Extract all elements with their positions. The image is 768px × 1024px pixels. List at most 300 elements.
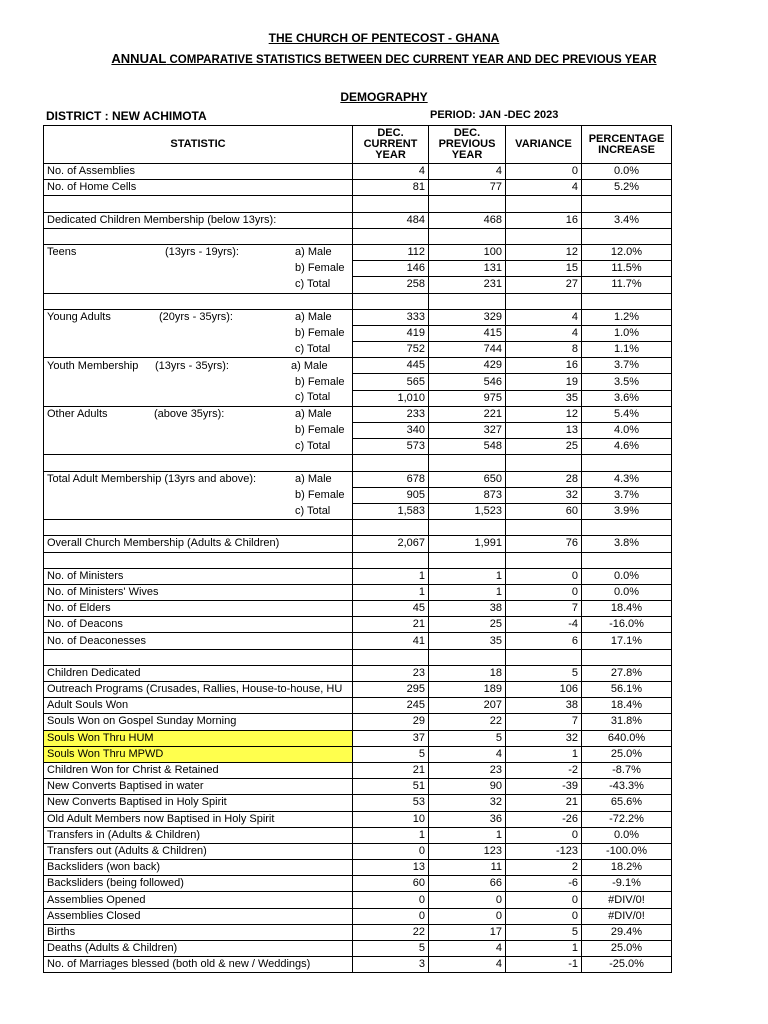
statistic-cell (44, 682, 353, 698)
current-year-cell: 1 (353, 568, 429, 584)
variance-cell: -1 (506, 957, 582, 973)
statistic-cell (44, 342, 353, 358)
sub-category-label: a) Male (295, 311, 332, 324)
table-row (44, 665, 672, 681)
percentage-cell: 0.0% (582, 827, 672, 843)
previous-year-cell: 1,991 (429, 536, 506, 552)
previous-year-cell: 1 (429, 584, 506, 600)
variance-cell: -123 (506, 843, 582, 859)
previous-year-cell: 546 (429, 374, 506, 390)
current-year-cell: 1 (353, 584, 429, 600)
previous-year-cell: 38 (429, 601, 506, 617)
age-range-label: (13yrs - 19yrs): (165, 246, 239, 259)
spacer-cell (582, 455, 672, 471)
percentage-cell: 3.7% (582, 358, 672, 374)
table-spacer-row (44, 520, 672, 536)
previous-year-cell: 5 (429, 730, 506, 746)
table-row (44, 714, 672, 730)
statistic-cell (44, 536, 353, 552)
variance-cell: 12 (506, 244, 582, 260)
variance-cell: 21 (506, 795, 582, 811)
table-row (44, 682, 672, 698)
current-year-cell: 1,583 (353, 503, 429, 519)
current-year-cell: 5 (353, 941, 429, 957)
previous-year-cell: 25 (429, 617, 506, 633)
previous-year-cell: 189 (429, 682, 506, 698)
table-row (44, 471, 672, 487)
variance-cell: 15 (506, 261, 582, 277)
percentage-cell: 18.4% (582, 698, 672, 714)
percentage-cell: 3.8% (582, 536, 672, 552)
percentage-cell: #DIV/0! (582, 892, 672, 908)
spacer-cell (44, 196, 353, 212)
current-year-cell: 29 (353, 714, 429, 730)
percentage-cell: -43.3% (582, 779, 672, 795)
statistic-cell (44, 746, 353, 762)
statistic-cell (44, 423, 353, 439)
percentage-cell: 18.2% (582, 860, 672, 876)
percentage-cell: 0.0% (582, 164, 672, 180)
table-row (44, 180, 672, 196)
percentage-cell: 3.5% (582, 374, 672, 390)
spacer-cell (429, 649, 506, 665)
table-row (44, 277, 672, 293)
percentage-cell: 4.0% (582, 423, 672, 439)
percentage-cell: -25.0% (582, 957, 672, 973)
statistic-cell (44, 762, 353, 778)
percentage-cell: 31.8% (582, 714, 672, 730)
spacer-cell (582, 520, 672, 536)
sub-category-label: c) Total (295, 504, 331, 517)
variance-cell: 5 (506, 924, 582, 940)
percentage-cell: 640.0% (582, 730, 672, 746)
table-row (44, 164, 672, 180)
statistic-label: No. of Assemblies (47, 165, 136, 178)
statistic-cell (44, 358, 353, 374)
statistic-label: Backsliders (being followed) (47, 877, 184, 890)
spacer-cell (353, 293, 429, 309)
current-year-cell: 233 (353, 406, 429, 422)
table-row (44, 795, 672, 811)
percentage-cell: 4.3% (582, 471, 672, 487)
statistic-cell (44, 244, 353, 260)
statistic-cell (44, 714, 353, 730)
percentage-cell: 11.7% (582, 277, 672, 293)
sub-category-label: b) Female (295, 375, 345, 388)
previous-year-cell: 4 (429, 746, 506, 762)
variance-cell: 76 (506, 536, 582, 552)
statistic-label: No. of Elders (47, 602, 111, 615)
current-year-cell: 10 (353, 811, 429, 827)
spacer-cell (44, 228, 353, 244)
statistic-cell (44, 957, 353, 973)
statistic-cell (44, 503, 353, 519)
sub-category-label: a) Male (291, 359, 328, 372)
previous-year-cell: 744 (429, 342, 506, 358)
sub-category-label: b) Female (295, 262, 345, 275)
table-row (44, 843, 672, 859)
variance-cell: 0 (506, 584, 582, 600)
table-row (44, 601, 672, 617)
statistic-label: No. of Deaconesses (47, 634, 147, 647)
table-row (44, 584, 672, 600)
variance-cell: 12 (506, 406, 582, 422)
spacer-cell (429, 520, 506, 536)
statistic-cell (44, 601, 353, 617)
table-spacer-row (44, 196, 672, 212)
statistic-cell (44, 665, 353, 681)
statistic-cell (44, 309, 353, 325)
variance-cell: 1 (506, 746, 582, 762)
statistic-cell (44, 827, 353, 843)
percentage-cell: 25.0% (582, 941, 672, 957)
statistic-label: No. of Marriages blessed (both old & new / Weddings) (47, 958, 311, 971)
statistic-cell (44, 212, 353, 228)
header-previous-year: DEC. PREVIOUS YEAR (429, 126, 506, 164)
percentage-cell: 56.1% (582, 682, 672, 698)
table-spacer-row (44, 455, 672, 471)
sub-category-label: b) Female (295, 424, 345, 437)
spacer-cell (353, 196, 429, 212)
variance-cell: 4 (506, 325, 582, 341)
spacer-cell (44, 649, 353, 665)
spacer-cell (582, 552, 672, 568)
sub-category-label: a) Male (295, 246, 332, 259)
percentage-cell: -9.1% (582, 876, 672, 892)
percentage-cell: 4.6% (582, 439, 672, 455)
percentage-cell: 17.1% (582, 633, 672, 649)
previous-year-cell: 66 (429, 876, 506, 892)
previous-year-cell: 1 (429, 827, 506, 843)
table-row (44, 487, 672, 503)
spacer-cell (353, 520, 429, 536)
spacer-cell (506, 520, 582, 536)
previous-year-cell: 548 (429, 439, 506, 455)
percentage-cell: -8.7% (582, 762, 672, 778)
current-year-cell: 13 (353, 860, 429, 876)
statistic-label: Transfers out (Adults & Children) (47, 844, 207, 857)
spacer-cell (44, 520, 353, 536)
spacer-cell (353, 228, 429, 244)
variance-cell: 27 (506, 277, 582, 293)
table-row (44, 876, 672, 892)
current-year-cell: 445 (353, 358, 429, 374)
statistic-label: Deaths (Adults & Children) (47, 942, 178, 955)
percentage-cell: 0.0% (582, 568, 672, 584)
statistic-label: Souls Won Thru HUM (47, 731, 154, 744)
percentage-cell: 1.2% (582, 309, 672, 325)
statistic-cell (44, 568, 353, 584)
previous-year-cell: 329 (429, 309, 506, 325)
percentage-cell: 3.9% (582, 503, 672, 519)
statistic-cell (44, 811, 353, 827)
statistic-cell (44, 941, 353, 957)
statistic-cell (44, 892, 353, 908)
table-row (44, 568, 672, 584)
statistic-label: No. of Deacons (47, 618, 123, 631)
current-year-cell: 37 (353, 730, 429, 746)
statistic-cell (44, 779, 353, 795)
statistic-label: Old Adult Members now Baptised in Holy Spirit (47, 812, 275, 825)
percentage-cell: 12.0% (582, 244, 672, 260)
statistic-cell (44, 471, 353, 487)
table-row (44, 374, 672, 390)
percentage-cell: 25.0% (582, 746, 672, 762)
statistic-cell (44, 325, 353, 341)
statistic-cell (44, 876, 353, 892)
variance-cell: 28 (506, 471, 582, 487)
current-year-cell: 0 (353, 892, 429, 908)
percentage-cell: 0.0% (582, 584, 672, 600)
variance-cell: 1 (506, 941, 582, 957)
previous-year-cell: 4 (429, 941, 506, 957)
variance-cell: 13 (506, 423, 582, 439)
previous-year-cell: 100 (429, 244, 506, 260)
statistic-cell (44, 487, 353, 503)
spacer-cell (582, 649, 672, 665)
sub-category-label: c) Total (295, 391, 331, 404)
current-year-cell: 112 (353, 244, 429, 260)
current-year-cell: 53 (353, 795, 429, 811)
previous-year-cell: 873 (429, 487, 506, 503)
variance-cell: -2 (506, 762, 582, 778)
statistic-label: No. of Home Cells (47, 181, 137, 194)
current-year-cell: 333 (353, 309, 429, 325)
table-row (44, 941, 672, 957)
previous-year-cell: 975 (429, 390, 506, 406)
statistic-label: Other Adults (47, 408, 108, 421)
statistic-cell (44, 374, 353, 390)
current-year-cell: 2,067 (353, 536, 429, 552)
statistic-cell (44, 843, 353, 859)
variance-cell: 16 (506, 358, 582, 374)
table-row (44, 617, 672, 633)
previous-year-cell: 123 (429, 843, 506, 859)
spacer-cell (429, 228, 506, 244)
variance-cell: 16 (506, 212, 582, 228)
header-percentage-increase: PERCENTAGE INCREASE (582, 126, 672, 164)
spacer-cell (429, 552, 506, 568)
statistic-label: Transfers in (Adults & Children) (47, 828, 201, 841)
statistic-label: New Converts Baptised in Holy Spirit (47, 796, 227, 809)
table-row (44, 212, 672, 228)
current-year-cell: 81 (353, 180, 429, 196)
current-year-cell: 146 (353, 261, 429, 277)
spacer-cell (506, 293, 582, 309)
spacer-cell (506, 196, 582, 212)
percentage-cell: 5.2% (582, 180, 672, 196)
variance-cell: -4 (506, 617, 582, 633)
current-year-cell: 22 (353, 924, 429, 940)
previous-year-cell: 327 (429, 423, 506, 439)
current-year-cell: 905 (353, 487, 429, 503)
table-row (44, 309, 672, 325)
statistic-cell (44, 164, 353, 180)
table-row (44, 439, 672, 455)
percentage-cell: 3.7% (582, 487, 672, 503)
previous-year-cell: 0 (429, 908, 506, 924)
previous-year-cell: 231 (429, 277, 506, 293)
previous-year-cell: 32 (429, 795, 506, 811)
table-row (44, 325, 672, 341)
spacer-cell (582, 228, 672, 244)
percentage-cell: -72.2% (582, 811, 672, 827)
current-year-cell: 51 (353, 779, 429, 795)
table-row (44, 924, 672, 940)
statistic-label: Assemblies Opened (47, 893, 146, 906)
table-row (44, 358, 672, 374)
percentage-cell: 1.0% (582, 325, 672, 341)
current-year-cell: 573 (353, 439, 429, 455)
variance-cell: 5 (506, 665, 582, 681)
period-label: PERIOD: JAN -DEC 2023 (430, 109, 559, 121)
variance-cell: 4 (506, 309, 582, 325)
sub-category-label: b) Female (295, 326, 345, 339)
subtitle-lead: ANNUAL (111, 51, 167, 66)
previous-year-cell: 429 (429, 358, 506, 374)
statistic-cell (44, 698, 353, 714)
current-year-cell: 340 (353, 423, 429, 439)
percentage-cell: -16.0% (582, 617, 672, 633)
table-row (44, 390, 672, 406)
current-year-cell: 1 (353, 827, 429, 843)
current-year-cell: 21 (353, 762, 429, 778)
document-subtitle (0, 51, 768, 66)
statistic-cell (44, 180, 353, 196)
percentage-cell: -100.0% (582, 843, 672, 859)
variance-cell: 0 (506, 908, 582, 924)
percentage-cell: 3.6% (582, 390, 672, 406)
previous-year-cell: 1,523 (429, 503, 506, 519)
current-year-cell: 295 (353, 682, 429, 698)
percentage-cell: #DIV/0! (582, 908, 672, 924)
statistic-label: Overall Church Membership (Adults & Children) (47, 537, 280, 550)
statistic-cell (44, 795, 353, 811)
spacer-cell (44, 455, 353, 471)
table-row (44, 860, 672, 876)
variance-cell: 8 (506, 342, 582, 358)
statistic-label: Total Adult Membership (13yrs and above): (47, 472, 257, 485)
current-year-cell: 60 (353, 876, 429, 892)
statistic-cell (44, 908, 353, 924)
variance-cell: -26 (506, 811, 582, 827)
previous-year-cell: 131 (429, 261, 506, 277)
spacer-cell (44, 552, 353, 568)
table-row (44, 633, 672, 649)
table-spacer-row (44, 552, 672, 568)
statistic-cell (44, 261, 353, 277)
sub-category-label: a) Male (295, 408, 332, 421)
previous-year-cell: 221 (429, 406, 506, 422)
spacer-cell (429, 293, 506, 309)
table-row (44, 762, 672, 778)
table-row (44, 730, 672, 746)
previous-year-cell: 23 (429, 762, 506, 778)
current-year-cell: 3 (353, 957, 429, 973)
table-row (44, 261, 672, 277)
percentage-cell: 1.1% (582, 342, 672, 358)
header-statistic: STATISTIC (44, 126, 353, 164)
previous-year-cell: 11 (429, 860, 506, 876)
age-range-label: (13yrs - 35yrs): (155, 359, 229, 372)
statistic-label: New Converts Baptised in water (47, 780, 204, 793)
statistic-label: Souls Won on Gospel Sunday Morning (47, 715, 237, 728)
section-title: DEMOGRAPHY (340, 90, 428, 104)
table-row (44, 811, 672, 827)
current-year-cell: 245 (353, 698, 429, 714)
previous-year-cell: 1 (429, 568, 506, 584)
variance-cell: 7 (506, 601, 582, 617)
sub-category-label: a) Male (295, 472, 332, 485)
spacer-cell (44, 293, 353, 309)
statistic-label: Outreach Programs (Crusades, Rallies, House-to-house, HU (47, 683, 343, 696)
previous-year-cell: 4 (429, 957, 506, 973)
spacer-cell (353, 649, 429, 665)
age-range-label: (above 35yrs): (154, 408, 225, 421)
current-year-cell: 4 (353, 164, 429, 180)
spacer-cell (506, 649, 582, 665)
spacer-cell (506, 552, 582, 568)
variance-cell: -39 (506, 779, 582, 795)
previous-year-cell: 77 (429, 180, 506, 196)
current-year-cell: 45 (353, 601, 429, 617)
variance-cell: 4 (506, 180, 582, 196)
variance-cell: 25 (506, 439, 582, 455)
current-year-cell: 0 (353, 843, 429, 859)
variance-cell: 0 (506, 568, 582, 584)
statistic-label: Dedicated Children Membership (below 13yrs): (47, 213, 277, 226)
previous-year-cell: 17 (429, 924, 506, 940)
statistic-cell (44, 617, 353, 633)
table-row (44, 779, 672, 795)
table-row (44, 827, 672, 843)
age-range-label: (20yrs - 35yrs): (159, 311, 233, 324)
statistic-label: No. of Ministers (47, 569, 124, 582)
variance-cell: 0 (506, 892, 582, 908)
statistic-label: Adult Souls Won (47, 699, 129, 712)
spacer-cell (506, 228, 582, 244)
table-row (44, 503, 672, 519)
variance-cell: 32 (506, 487, 582, 503)
spacer-cell (353, 552, 429, 568)
table-row (44, 423, 672, 439)
table-row (44, 957, 672, 973)
statistic-label: Children Won for Christ & Retained (47, 764, 219, 777)
variance-cell: 2 (506, 860, 582, 876)
previous-year-cell: 18 (429, 665, 506, 681)
table-row (44, 244, 672, 260)
statistic-cell (44, 390, 353, 406)
statistic-cell (44, 730, 353, 746)
table-row (44, 746, 672, 762)
sub-category-label: b) Female (295, 488, 345, 501)
current-year-cell: 419 (353, 325, 429, 341)
statistic-cell (44, 439, 353, 455)
district-label: DISTRICT : NEW ACHIMOTA (46, 109, 207, 123)
statistic-cell (44, 924, 353, 940)
table-spacer-row (44, 293, 672, 309)
table-row (44, 892, 672, 908)
previous-year-cell: 0 (429, 892, 506, 908)
current-year-cell: 752 (353, 342, 429, 358)
statistic-label: Births (47, 925, 76, 938)
current-year-cell: 484 (353, 212, 429, 228)
current-year-cell: 565 (353, 374, 429, 390)
statistic-cell (44, 406, 353, 422)
statistic-label: Young Adults (47, 311, 111, 324)
header-current-year: DEC. CURRENT YEAR (353, 126, 429, 164)
table-row (44, 536, 672, 552)
